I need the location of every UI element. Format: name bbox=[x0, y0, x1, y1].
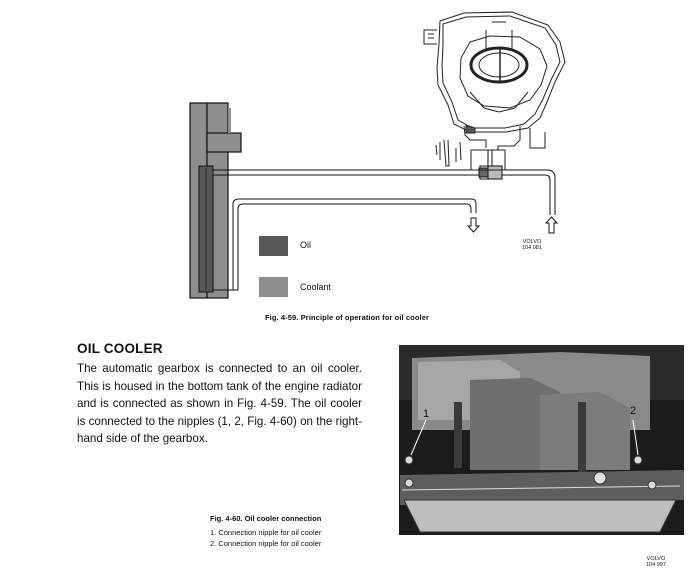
section-body: The automatic gearbox is connected to an oil cooler. This is housed in the bottom tank of the engine radiator and is connected as shown in Fig. 4-59. The oil cooler is connected to the nipples (1, 2, Fig. 4-60) on the right-hand side of the gearbox. bbox=[77, 362, 362, 445]
volvo-mark-brand-2: VOLVO bbox=[646, 556, 666, 562]
volvo-mark-fig60 bbox=[646, 556, 666, 568]
callout-2: 2 bbox=[630, 405, 637, 417]
legend-swatches bbox=[259, 236, 288, 297]
gearbox-outline bbox=[424, 12, 565, 170]
section-title: OIL COOLER bbox=[77, 341, 163, 356]
volvo-mark-number-2: 104 997 bbox=[646, 562, 666, 568]
flow-arrows bbox=[468, 217, 557, 233]
fig60-item-1: 1. Connection nipple for oil cooler bbox=[210, 528, 322, 537]
gearbox-photograph bbox=[399, 345, 684, 535]
legend-oil-label: Oil bbox=[300, 240, 311, 250]
legend-coolant-label: Coolant bbox=[300, 282, 332, 292]
fig59-caption: Fig. 4-59. Principle of operation for oil cooler bbox=[265, 313, 429, 322]
callout-1: 1 bbox=[423, 408, 430, 420]
fig60-item-2: 2. Connection nipple for oil cooler bbox=[210, 539, 322, 548]
volvo-mark-brand: VOLVO bbox=[522, 239, 542, 245]
oil-lines bbox=[213, 150, 555, 290]
volvo-mark-fig59 bbox=[522, 239, 542, 251]
fig60-caption-title: Fig. 4-60. Oil cooler connection bbox=[210, 514, 322, 523]
volvo-mark-number: 104 081 bbox=[522, 245, 542, 251]
